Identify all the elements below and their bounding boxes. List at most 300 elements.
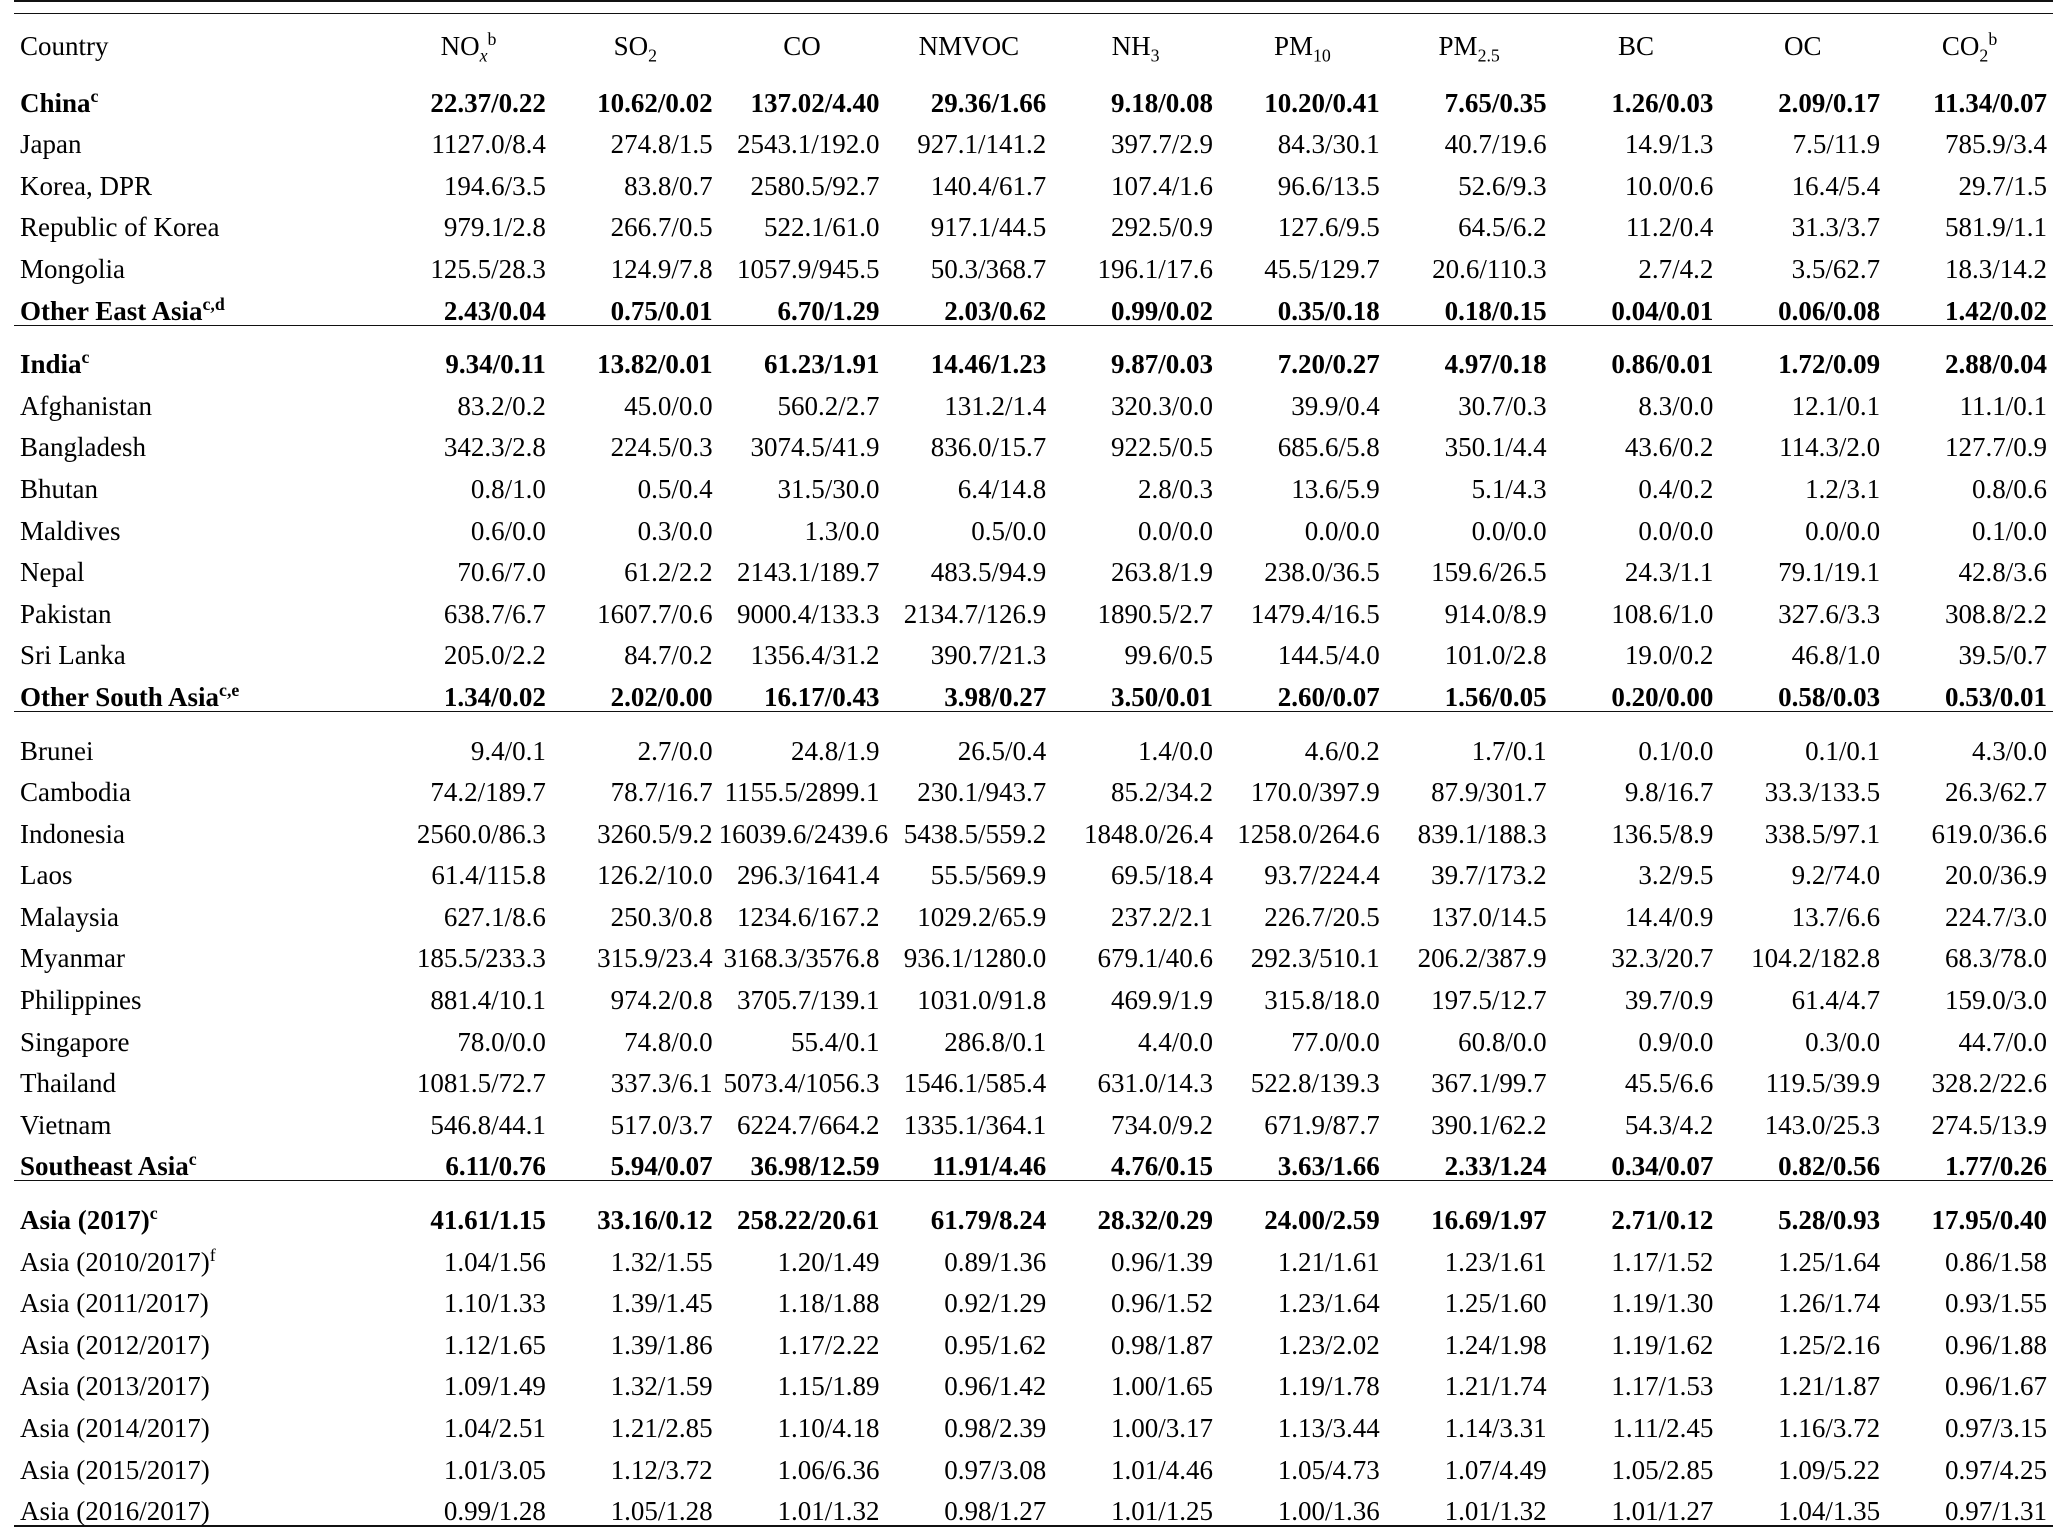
country-name: Laos (20, 860, 73, 891)
country-name: Japan (20, 129, 82, 160)
cell-pm25: 839.1/188.3 (1417, 818, 1547, 849)
cell-pm25: 87.9/301.7 (1431, 777, 1547, 808)
cell-bc: 0.4/0.2 (1638, 473, 1714, 504)
cell-nmvoc: 11.91/4.46 (932, 1151, 1047, 1182)
cell-oc: 1.2/3.1 (1805, 473, 1881, 504)
cell-oc: 0.58/0.03 (1778, 681, 1881, 712)
cell-so2: 61.2/2.2 (624, 557, 713, 588)
column-header-subscript: 2.5 (1477, 45, 1500, 66)
cell-pm10: 1.19/1.78 (1277, 1371, 1380, 1402)
cell-nox: 1.04/2.51 (443, 1413, 546, 1443)
cell-nox: 638.7/6.7 (443, 598, 546, 629)
table-row (14, 503, 2053, 545)
cell-bc: 32.3/20.7 (1611, 943, 1714, 974)
row-country-label (14, 420, 385, 462)
cell-bc: 1.19/1.30 (1611, 1288, 1714, 1319)
cell-oc: 1.04/1.35 (1778, 1496, 1881, 1527)
country-name: Vietnam (20, 1109, 112, 1140)
cell-nmvoc: 390.7/21.3 (930, 640, 1047, 671)
cell-pm10: 39.9/0.4 (1291, 390, 1380, 421)
cell-nox: 1.09/1.49 (443, 1371, 546, 1402)
cell-nmvoc: 5438.5/559.2 (903, 818, 1047, 849)
country-name: Korea, DPR (20, 170, 152, 201)
table-row (14, 1442, 2053, 1484)
cell-oc: 2.09/0.17 (1778, 87, 1881, 118)
column-header-subscript: 10 (1313, 45, 1331, 66)
cell-so2: 126.2/10.0 (597, 860, 713, 891)
cell-bc: 136.5/8.9 (1611, 818, 1714, 849)
column-header-nox (385, 14, 552, 67)
column-header-label: CO (1941, 31, 1980, 61)
column-header-footnote-marker: b (1988, 29, 1998, 49)
cell-co2: 785.9/3.4 (1944, 129, 2047, 160)
cell-oc: 1.72/0.09 (1778, 349, 1881, 380)
country-name: Pakistan (20, 598, 112, 629)
cell-nmvoc: 917.1/44.5 (930, 212, 1047, 243)
cell-so2: 45.0/0.0 (624, 390, 713, 421)
cell-nh3: 9.87/0.03 (1111, 349, 1214, 380)
cell-so2: 1607.7/0.6 (597, 598, 713, 629)
row-country-label (14, 1400, 385, 1442)
cell-nh3: 292.5/0.9 (1111, 212, 1214, 243)
cell-co: 296.3/1641.4 (736, 860, 880, 891)
cell-pm25: 101.0/2.8 (1444, 640, 1547, 671)
cell-oc: 0.1/0.1 (1805, 735, 1881, 766)
cell-co: 3074.5/41.9 (750, 432, 880, 463)
cell-co2: 44.7/0.0 (1958, 1026, 2047, 1057)
column-header-label: BC (1617, 31, 1654, 61)
table-row (14, 586, 2053, 628)
cell-oc: 5.28/0.93 (1778, 1205, 1881, 1236)
cell-co: 137.02/4.40 (750, 87, 880, 118)
cell-co2: 0.86/1.58 (1944, 1246, 2047, 1277)
cell-nox: 0.8/1.0 (470, 473, 546, 504)
cell-bc: 0.9/0.0 (1638, 1026, 1714, 1057)
cell-co: 1.15/1.89 (777, 1371, 880, 1402)
cell-pm25: 30.7/0.3 (1458, 390, 1547, 421)
cell-nox: 41.61/1.15 (430, 1205, 546, 1236)
table-row (14, 806, 2053, 848)
cell-nox: 1.34/0.02 (443, 681, 546, 712)
cell-bc: 0.04/0.01 (1611, 295, 1714, 326)
cell-co2: 0.97/1.31 (1944, 1496, 2047, 1527)
cell-nox: 1081.5/72.7 (416, 1068, 546, 1099)
cell-bc: 11.2/0.4 (1625, 212, 1714, 243)
cell-nox: 979.1/2.8 (443, 212, 546, 243)
cell-pm25: 1.21/1.74 (1444, 1371, 1547, 1402)
country-name: Asia (2012/2017) (20, 1329, 210, 1360)
country-name: Myanmar (20, 943, 125, 974)
column-header-subscript: x (479, 45, 488, 66)
cell-co: 2143.1/189.7 (736, 557, 880, 588)
cell-oc: 104.2/182.8 (1751, 943, 1881, 974)
cell-nox: 1.01/3.05 (443, 1454, 546, 1485)
country-name: Singapore (20, 1026, 130, 1057)
cell-nh3: 9.18/0.08 (1111, 87, 1214, 118)
cell-nmvoc: 1031.0/91.8 (917, 985, 1047, 1016)
cell-co2: 18.3/14.2 (1944, 253, 2047, 284)
table-row (14, 1097, 2053, 1139)
cell-co: 36.98/12.59 (750, 1151, 880, 1182)
cell-nmvoc: 6.4/14.8 (957, 473, 1047, 504)
cell-so2: 78.7/16.7 (610, 777, 713, 808)
row-country-label (14, 283, 385, 325)
cell-pm10: 96.6/13.5 (1277, 170, 1380, 201)
cell-co2: 4.3/0.0 (1971, 735, 2047, 766)
cell-co2: 42.8/3.6 (1958, 557, 2047, 588)
row-country-label (14, 848, 385, 890)
cell-oc: 79.1/19.1 (1778, 557, 1881, 588)
cell-nh3: 0.0/0.0 (1138, 515, 1214, 546)
row-country-label (14, 931, 385, 973)
row-country-label (14, 1056, 385, 1098)
cell-nmvoc: 0.96/1.42 (944, 1371, 1047, 1402)
table-row (14, 1192, 2053, 1234)
cell-so2: 33.16/0.12 (597, 1205, 713, 1236)
country-name: Republic of Korea (20, 212, 220, 243)
cell-pm25: 52.6/9.3 (1458, 170, 1547, 201)
cell-nox: 70.6/7.0 (457, 557, 546, 588)
country-name: Brunei (20, 735, 94, 766)
cell-nmvoc: 0.92/1.29 (944, 1288, 1047, 1319)
cell-co: 1.10/4.18 (777, 1413, 880, 1443)
cell-co: 3168.3/3576.8 (723, 943, 880, 974)
cell-bc: 43.6/0.2 (1624, 432, 1714, 463)
row-country-label (14, 586, 385, 628)
cell-co: 2543.1/192.0 (736, 129, 880, 160)
cell-oc: 114.3/2.0 (1779, 432, 1881, 463)
cell-bc: 39.7/0.9 (1624, 985, 1714, 1016)
table-row (14, 1484, 2053, 1527)
cell-nmvoc: 2.03/0.62 (944, 295, 1047, 326)
emissions-table (14, 0, 2053, 1537)
column-header-nh3 (1052, 14, 1219, 67)
cell-pm25: 390.1/62.2 (1431, 1109, 1547, 1140)
cell-so2: 337.3/6.1 (610, 1068, 713, 1099)
table-row (14, 337, 2053, 379)
cell-pm10: 3.63/1.66 (1277, 1151, 1380, 1182)
cell-co2: 39.5/0.7 (1958, 640, 2047, 671)
cell-so2: 1.12/3.72 (610, 1454, 713, 1485)
country-footnote-marker: f (209, 1244, 216, 1265)
country-name: Asia (2013/2017) (20, 1371, 210, 1402)
cell-oc: 1.21/1.87 (1778, 1371, 1881, 1402)
cell-pm10: 1.05/4.73 (1277, 1454, 1380, 1485)
column-header-country (14, 14, 385, 67)
cell-oc: 0.82/0.56 (1778, 1151, 1881, 1182)
cell-bc: 8.3/0.0 (1638, 390, 1714, 421)
cell-bc: 24.3/1.1 (1624, 557, 1714, 588)
table-row (14, 420, 2053, 462)
row-country-label (14, 461, 385, 503)
cell-co2: 1.42/0.02 (1944, 295, 2047, 326)
cell-bc: 1.11/2.45 (1612, 1413, 1714, 1443)
cell-pm25: 1.24/1.98 (1444, 1329, 1547, 1360)
column-header-label: SO (613, 31, 649, 61)
column-header-label: PM (1438, 31, 1478, 61)
cell-co2: 274.5/13.9 (1931, 1109, 2047, 1140)
cell-nh3: 85.2/34.2 (1111, 777, 1214, 808)
cell-nh3: 1.00/3.17 (1111, 1413, 1214, 1443)
cell-co2: 26.3/62.7 (1944, 777, 2047, 808)
cell-nox: 546.8/44.1 (430, 1109, 546, 1140)
cell-nox: 83.2/0.2 (457, 390, 546, 421)
cell-nmvoc: 0.97/3.08 (944, 1454, 1047, 1485)
cell-co2: 11.1/0.1 (1959, 390, 2047, 421)
cell-co: 1.06/6.36 (777, 1454, 880, 1485)
cell-nh3: 4.76/0.15 (1111, 1151, 1214, 1182)
cell-bc: 45.5/6.6 (1624, 1068, 1714, 1099)
cell-nh3: 0.96/1.39 (1111, 1246, 1214, 1277)
cell-nox: 74.2/189.7 (430, 777, 546, 808)
cell-bc: 14.4/0.9 (1624, 901, 1714, 932)
cell-pm25: 4.97/0.18 (1444, 349, 1547, 380)
cell-nox: 185.5/233.3 (416, 943, 546, 974)
cell-co: 1356.4/31.2 (750, 640, 880, 671)
cell-nh3: 469.9/1.9 (1111, 985, 1214, 1016)
cell-nox: 78.0/0.0 (457, 1026, 546, 1057)
cell-pm10: 45.5/129.7 (1264, 253, 1380, 284)
cell-co: 1057.9/945.5 (736, 253, 880, 284)
country-name: Nepal (20, 557, 85, 588)
row-country-label (14, 1192, 385, 1234)
cell-pm25: 39.7/173.2 (1431, 860, 1547, 891)
row-country-label (14, 545, 385, 587)
row-country-label (14, 1484, 385, 1527)
cell-nox: 0.99/1.28 (443, 1496, 546, 1527)
cell-bc: 2.7/4.2 (1638, 253, 1714, 284)
table-row (14, 848, 2053, 890)
cell-bc: 0.20/0.00 (1611, 681, 1714, 712)
cell-nh3: 922.5/0.5 (1111, 432, 1214, 463)
cell-pm25: 20.6/110.3 (1432, 253, 1547, 284)
cell-bc: 1.19/1.62 (1611, 1329, 1714, 1360)
cell-nmvoc: 230.1/943.7 (917, 777, 1047, 808)
cell-pm10: 0.35/0.18 (1277, 295, 1380, 326)
cell-co: 24.8/1.9 (790, 735, 880, 766)
group-divider-rule (14, 325, 2053, 337)
row-country-label (14, 1317, 385, 1359)
column-header-pm25 (1386, 14, 1553, 67)
row-country-label (14, 117, 385, 159)
cell-so2: 1.39/1.45 (610, 1288, 713, 1319)
column-header-pm10 (1219, 14, 1386, 67)
cell-co: 61.23/1.91 (763, 349, 880, 380)
table-row (14, 889, 2053, 931)
cell-bc: 3.2/9.5 (1638, 860, 1714, 891)
cell-oc: 16.4/5.4 (1791, 170, 1881, 201)
cell-so2: 2.02/0.00 (610, 681, 713, 712)
cell-pm25: 1.01/1.32 (1444, 1496, 1547, 1527)
cell-co2: 308.8/2.2 (1944, 598, 2047, 629)
cell-bc: 0.86/0.01 (1611, 349, 1714, 380)
row-country-label (14, 241, 385, 283)
column-header-subscript: 3 (1150, 45, 1160, 66)
cell-nox: 61.4/115.8 (431, 860, 546, 891)
cell-pm10: 671.9/87.7 (1264, 1109, 1380, 1140)
table-row (14, 117, 2053, 159)
cell-pm10: 4.6/0.2 (1304, 735, 1380, 766)
cell-so2: 1.21/2.85 (610, 1413, 713, 1443)
cell-co2: 1.77/0.26 (1944, 1151, 2047, 1182)
cell-pm10: 0.0/0.0 (1304, 515, 1380, 546)
cell-so2: 0.5/0.4 (637, 473, 713, 504)
cell-co: 16039.6/2439.6 (718, 818, 889, 849)
cell-co2: 0.97/3.15 (1944, 1413, 2047, 1443)
cell-pm10: 292.3/510.1 (1250, 943, 1380, 974)
cell-pm25: 0.18/0.15 (1444, 295, 1547, 326)
cell-co2: 0.8/0.6 (1971, 473, 2047, 504)
cell-so2: 0.75/0.01 (610, 295, 713, 326)
cell-so2: 974.2/0.8 (610, 985, 713, 1016)
cell-so2: 3260.5/9.2 (597, 818, 713, 849)
row-country-label (14, 75, 385, 117)
cell-nh3: 1.4/0.0 (1138, 735, 1214, 766)
cell-co: 1.01/1.32 (777, 1496, 880, 1527)
rule-bottom (14, 1526, 2053, 1537)
cell-nh3: 69.5/18.4 (1111, 860, 1214, 891)
cell-pm10: 24.00/2.59 (1264, 1205, 1380, 1236)
table-head (14, 1, 2053, 66)
country-name: Thailand (20, 1068, 116, 1099)
cell-nox: 1127.0/8.4 (431, 129, 546, 160)
cell-nh3: 28.32/0.29 (1097, 1205, 1214, 1236)
row-country-label (14, 889, 385, 931)
cell-bc: 1.17/1.52 (1611, 1246, 1714, 1277)
cell-pm25: 40.7/19.6 (1444, 129, 1547, 160)
cell-pm25: 7.65/0.35 (1444, 87, 1547, 118)
cell-pm10: 127.6/9.5 (1277, 212, 1380, 243)
country-footnote-marker: c (149, 1203, 158, 1224)
cell-pm10: 1.23/1.64 (1277, 1288, 1380, 1319)
cell-pm25: 159.6/26.5 (1431, 557, 1547, 588)
cell-bc: 0.1/0.0 (1638, 735, 1714, 766)
cell-oc: 1.25/2.16 (1778, 1329, 1881, 1360)
cell-pm10: 7.20/0.27 (1277, 349, 1380, 380)
cell-nmvoc: 927.1/141.2 (917, 129, 1047, 160)
column-header-bc (1553, 14, 1720, 67)
column-header-subscript: 2 (648, 45, 657, 66)
column-header-footnote-marker: b (487, 29, 497, 49)
cell-nmvoc: 131.2/1.4 (944, 390, 1047, 421)
country-footnote-marker: c,d (202, 293, 225, 314)
table-row (14, 1056, 2053, 1098)
country-name: Asia (2014/2017) (20, 1413, 210, 1443)
cell-oc: 119.5/39.9 (1765, 1068, 1881, 1099)
cell-pm10: 2.60/0.07 (1277, 681, 1380, 712)
cell-pm25: 1.56/0.05 (1444, 681, 1547, 712)
cell-pm10: 77.0/0.0 (1291, 1026, 1380, 1057)
cell-co2: 0.96/1.88 (1944, 1329, 2047, 1360)
cell-nox: 881.4/10.1 (430, 985, 546, 1016)
table-row (14, 972, 2053, 1014)
country-name: Asia (2015/2017) (20, 1454, 210, 1485)
row-country-label (14, 1442, 385, 1484)
cell-co2: 127.7/0.9 (1944, 432, 2047, 463)
rule-top (14, 1, 2053, 14)
group-divider-rule (14, 1181, 2053, 1193)
cell-pm10: 13.6/5.9 (1291, 473, 1380, 504)
cell-so2: 517.0/3.7 (610, 1109, 713, 1140)
cell-oc: 3.5/62.7 (1791, 253, 1881, 284)
table-row (14, 378, 2053, 420)
cell-so2: 274.8/1.5 (610, 129, 713, 160)
cell-co: 1.20/1.49 (777, 1246, 880, 1277)
cell-pm25: 1.14/3.31 (1444, 1413, 1547, 1443)
cell-so2: 13.82/0.01 (597, 349, 713, 380)
cell-nh3: 0.96/1.52 (1111, 1288, 1214, 1319)
cell-nh3: 4.4/0.0 (1138, 1026, 1214, 1057)
cell-bc: 0.0/0.0 (1638, 515, 1714, 546)
cell-so2: 266.7/0.5 (610, 212, 713, 243)
cell-bc: 1.05/2.85 (1611, 1454, 1714, 1485)
cell-co: 1234.6/167.2 (736, 901, 880, 932)
cell-nh3: 196.1/17.6 (1097, 253, 1214, 284)
country-footnote-marker: c (90, 85, 99, 106)
cell-nmvoc: 0.5/0.0 (971, 515, 1047, 546)
cell-oc: 327.6/3.3 (1778, 598, 1881, 629)
cell-nox: 9.34/0.11 (445, 349, 546, 380)
cell-co2: 11.34/0.07 (1932, 87, 2047, 118)
country-name: Asia (2010/2017) (20, 1246, 210, 1277)
cell-co: 2580.5/92.7 (750, 170, 880, 201)
cell-co: 55.4/0.1 (790, 1026, 880, 1057)
cell-co2: 0.53/0.01 (1944, 681, 2047, 712)
cell-nh3: 263.8/1.9 (1111, 557, 1214, 588)
cell-bc: 1.26/0.03 (1611, 87, 1714, 118)
cell-co: 5073.4/1056.3 (723, 1068, 880, 1099)
cell-co: 1.3/0.0 (804, 515, 880, 546)
column-header-co2 (1886, 14, 2053, 67)
cell-co: 6.70/1.29 (777, 295, 880, 326)
table-row (14, 1359, 2053, 1401)
cell-bc: 108.6/1.0 (1611, 598, 1714, 629)
table-row (14, 1317, 2053, 1359)
cell-nmvoc: 0.95/1.62 (944, 1329, 1047, 1360)
table-row (14, 1234, 2053, 1276)
country-footnote-marker: c (188, 1149, 197, 1170)
cell-co2: 0.97/4.25 (1944, 1454, 2047, 1485)
cell-so2: 5.94/0.07 (610, 1151, 713, 1182)
cell-nox: 0.6/0.0 (470, 515, 546, 546)
cell-so2: 84.7/0.2 (624, 640, 713, 671)
cell-co: 6224.7/664.2 (736, 1109, 880, 1140)
column-header-label: CO (783, 31, 821, 61)
cell-oc: 13.7/6.6 (1791, 901, 1881, 932)
cell-bc: 19.0/0.2 (1624, 640, 1714, 671)
cell-nox: 627.1/8.6 (443, 901, 546, 932)
country-name: Asia (2017) (20, 1205, 150, 1236)
cell-bc: 54.3/4.2 (1624, 1109, 1714, 1140)
cell-pm10: 170.0/397.9 (1250, 777, 1380, 808)
country-name: Other South Asia (20, 681, 220, 712)
cell-pm25: 0.0/0.0 (1471, 515, 1547, 546)
cell-nox: 125.5/28.3 (430, 253, 546, 284)
table-row (14, 158, 2053, 200)
cell-nox: 2560.0/86.3 (416, 818, 546, 849)
row-country-label (14, 200, 385, 242)
cell-nmvoc: 26.5/0.4 (957, 735, 1047, 766)
cell-co: 31.5/30.0 (777, 473, 880, 504)
table-row (14, 545, 2053, 587)
cell-nh3: 3.50/0.01 (1111, 681, 1214, 712)
cell-nmvoc: 0.98/1.27 (944, 1496, 1047, 1527)
cell-pm10: 1.13/3.44 (1277, 1413, 1380, 1443)
cell-bc: 9.8/16.7 (1624, 777, 1714, 808)
cell-pm10: 93.7/224.4 (1264, 860, 1380, 891)
country-name: Philippines (20, 985, 142, 1016)
table-row (14, 628, 2053, 670)
